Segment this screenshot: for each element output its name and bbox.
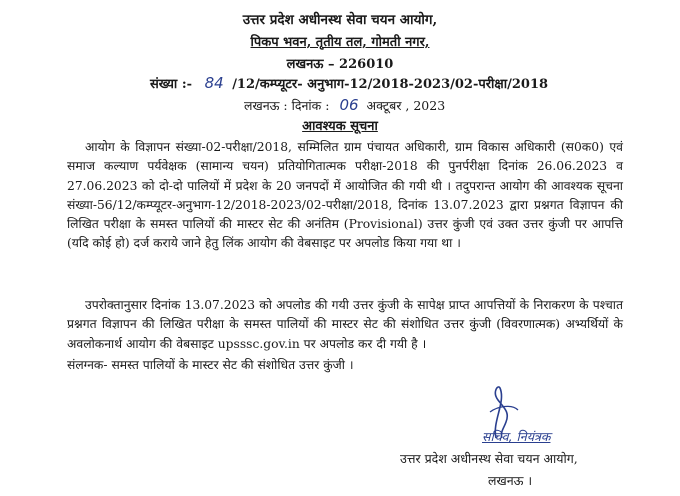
reference-line [150, 74, 548, 92]
header-org: उत्तर प्रदेश अधीनस्थ सेवा चयन आयोग, [242, 12, 438, 28]
paragraph-2: उपरोक्तानुसार दिनांक 13.07.2023 को अपलोड की गयी उत्तर कुंजी के सापेक्ष प्राप्त आपत्तियों के निराकरण के पश्चात प्रश्नगत विज्ञापन की लिखित परीक्षा के समस्त पालियों की मास्टर सेट की संशोधित उत्तर कुंजी (विवरणात्मक) अभ्यर्थियों के अवलोकनार्थ आयोग की वेबसाइट upsssc.gov.in पर अपलोड कर दी गयी है । [67, 298, 623, 351]
header-building: पिकप भवन, तृतीय तल, गोमती नगर, [250, 35, 430, 50]
signature-city: लखनऊ । [488, 473, 533, 488]
date-prefix: लखनऊ : दिनांक : [244, 98, 330, 113]
enclosure-line: संलग्नक- समस्त पालियों के मास्टर सेट की संशोधित उत्तर कुंजी । [67, 358, 354, 372]
notice-title: आवश्यक सूचना [302, 119, 378, 134]
paragraph-1: आयोग के विज्ञापन संख्या-02-परीक्षा/2018, सम्मिलित ग्राम पंचायत अधिकारी, ग्राम विकास अधिकारी (स0क0) एवं समाज कल्याण पर्यवेक्षक (सामान्य चयन) प्रतियोगितात्मक परीक्षा-2018 की पुनर्परीक्षा दिनांक 26.06.2023 व 27.06.2023 को दो-दो पालियों में प्रदेश के 20 जनपदों में आयोजित की गयी थी । तदुपरान्त आयोग की आवश्यक सूचना संख्या-56/12/कम्प्यूटर-अनुभाग-12/2018-2023/02-परीक्षा/2018, दिनांक 13.07.2023 द्वारा प्रश्नगत विज्ञापन की लिखित परीक्षा के समस्त पालियों की मास्टर सेट की अनंतिम (Provisional) उत्तर कुंजी एवं उक्त उत्तर कुंजी पर आपत्ति (यदि कोई हो) दर्ज कराये जाने हेतु लिंक आयोग की वेबसाइट पर अपलोड किया गया था । [67, 140, 623, 251]
signature-org: उत्तर प्रदेश अधीनस्थ सेवा चयन आयोग, [400, 451, 578, 466]
date-suffix: अक्टूबर , 2023 [366, 98, 446, 113]
reference-prefix: संख्या :- [150, 77, 193, 92]
signature-designation: सचिव, नियंत्रक [482, 429, 551, 444]
reference-suffix: /12/कम्प्यूटर- अनुभाग-12/2018-2023/02-परीक्षा/2018 [232, 77, 549, 92]
date-line [244, 96, 445, 114]
header-city: लखनऊ – 226010 [286, 57, 394, 72]
date-day-handwritten: 06 [339, 96, 359, 114]
reference-number-handwritten: 84 [204, 74, 224, 92]
